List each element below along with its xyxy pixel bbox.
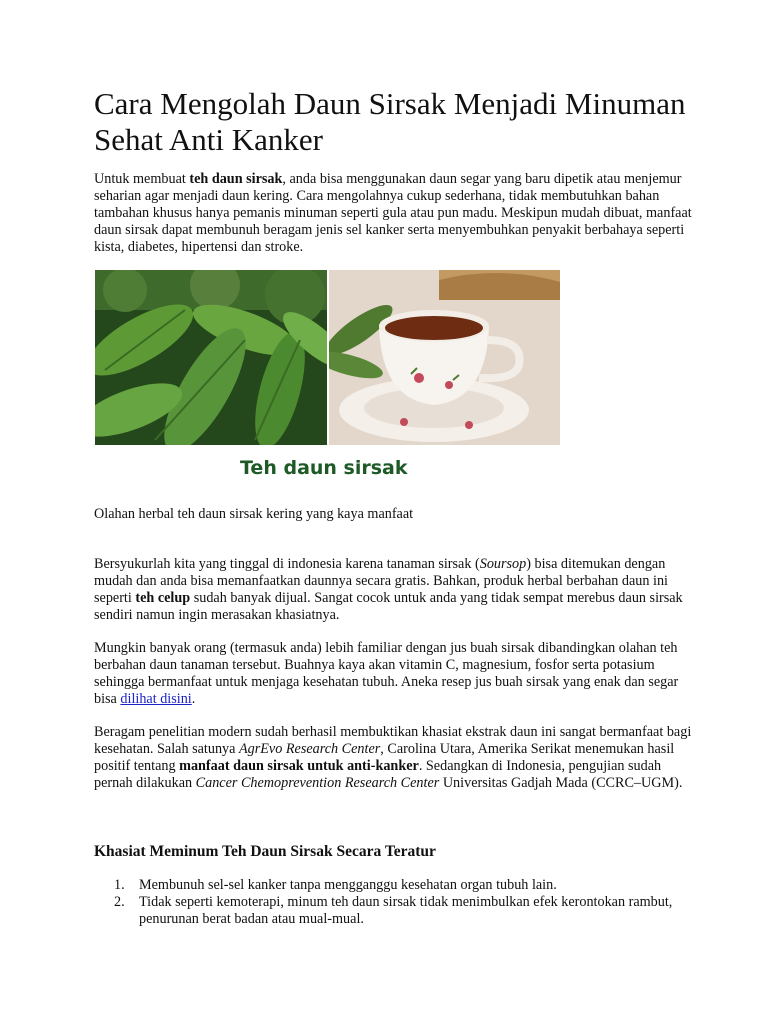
- text-run: , Carolina Utara, Amerika Serikat menemukan hasil positif tentang: [94, 740, 675, 774]
- paragraph-research: [94, 724, 694, 792]
- list-item-text: Membunuh sel-sel kanker tanpa mengganggu kesehatan organ tubuh lain.: [139, 877, 557, 893]
- tea-cup-photo: [329, 270, 560, 445]
- image-caption: Olahan herbal teh daun sirsak kering yang kaya manfaat: [94, 506, 414, 522]
- tea-figure: [95, 270, 560, 445]
- article-title: Cara Mengolah Daun Sirsak Menjadi Minuman Sehat Anti Kanker: [94, 86, 686, 157]
- text-run: , anda bisa menggunakan daun segar yang baru dipetik atau menjemur seharian agar menjadi daun kering. Cara mengolahnya cukup sederhana, tidak membutuhkan bahan tambahan khusus hanya pemanis minuman seperti gula atau pun madu. Meskipun mudah dibuat, manfaat daun sirsak dapat membunuh beragam jenis sel kanker serta menyembuhkan penyakit berbahaya seperti kista, diabetes, hipertensi dan stroke.: [94, 171, 692, 255]
- list-number: 1.: [114, 877, 125, 893]
- italic-term: AgrEvo Research Center: [238, 740, 381, 757]
- text-run: Mungkin banyak orang (termasuk anda) lebih familiar dengan jus buah sirsak dibandingkan olahan teh berbahan daun tanaman tersebut. Buahnya kaya akan vitamin C, magnesium, fosfor serta potasium sehingga bermanfaat untuk menjaga kesehatan tubuh. Aneka resep jus buah sirsak yang enak dan segar bisa: [94, 640, 679, 707]
- paragraph-soursop: [94, 556, 694, 624]
- italic-term: Cancer Chemoprevention Research Center: [195, 774, 440, 791]
- link-dilihat-disini[interactable]: dilihat disini: [120, 690, 192, 707]
- bold-term: teh daun sirsak: [189, 171, 283, 187]
- text-run: Beragam penelitian modern sudah berhasil membuktikan khasiat ekstrak daun ini sangat bermanfaat bagi kesehatan. Salah satunya: [94, 724, 692, 757]
- intro-paragraph: [94, 171, 694, 256]
- section-heading: Khasiat Meminum Teh Daun Sirsak Secara Teratur: [94, 843, 436, 860]
- list-item: [94, 894, 694, 928]
- text-run: Bersyukurlah kita yang tinggal di indonesia karena tanaman sirsak (: [94, 556, 480, 572]
- paragraph-juice: [94, 640, 694, 708]
- benefits-list: [94, 877, 694, 928]
- list-item-text: Tidak seperti kemoterapi, minum teh daun sirsak tidak menimbulkan efek kerontokan rambut, penurunan berat badan atau mual-mual.: [139, 893, 673, 927]
- text-run: .: [191, 690, 196, 707]
- text-run: . Sedangkan di Indonesia, pengujian sudah pernah dilakukan: [94, 757, 662, 791]
- list-number: 2.: [114, 893, 125, 910]
- text-run: ) bisa ditemukan dengan mudah dan anda bisa memanfaatkan daunnya secara gratis. Bahkan, produk herbal berbahan daun ini seperti: [94, 556, 668, 606]
- figure-caption: Teh daun sirsak: [240, 457, 408, 479]
- text-run: Universitas Gadjah Mada (CCRC–UGM).: [439, 774, 683, 791]
- list-item: [94, 877, 694, 894]
- soursop-leaves-photo: [95, 270, 327, 445]
- text-run: Untuk membuat: [94, 171, 190, 187]
- bold-term: manfaat daun sirsak untuk anti-kanker: [179, 757, 419, 774]
- bold-term: teh celup: [135, 589, 191, 606]
- text-run: sudah banyak dijual. Sangat cocok untuk anda yang tidak sempat merebus daun sirsak sendiri namun ingin merasakan khasiatnya.: [94, 589, 683, 623]
- italic-term: Soursop: [479, 556, 527, 572]
